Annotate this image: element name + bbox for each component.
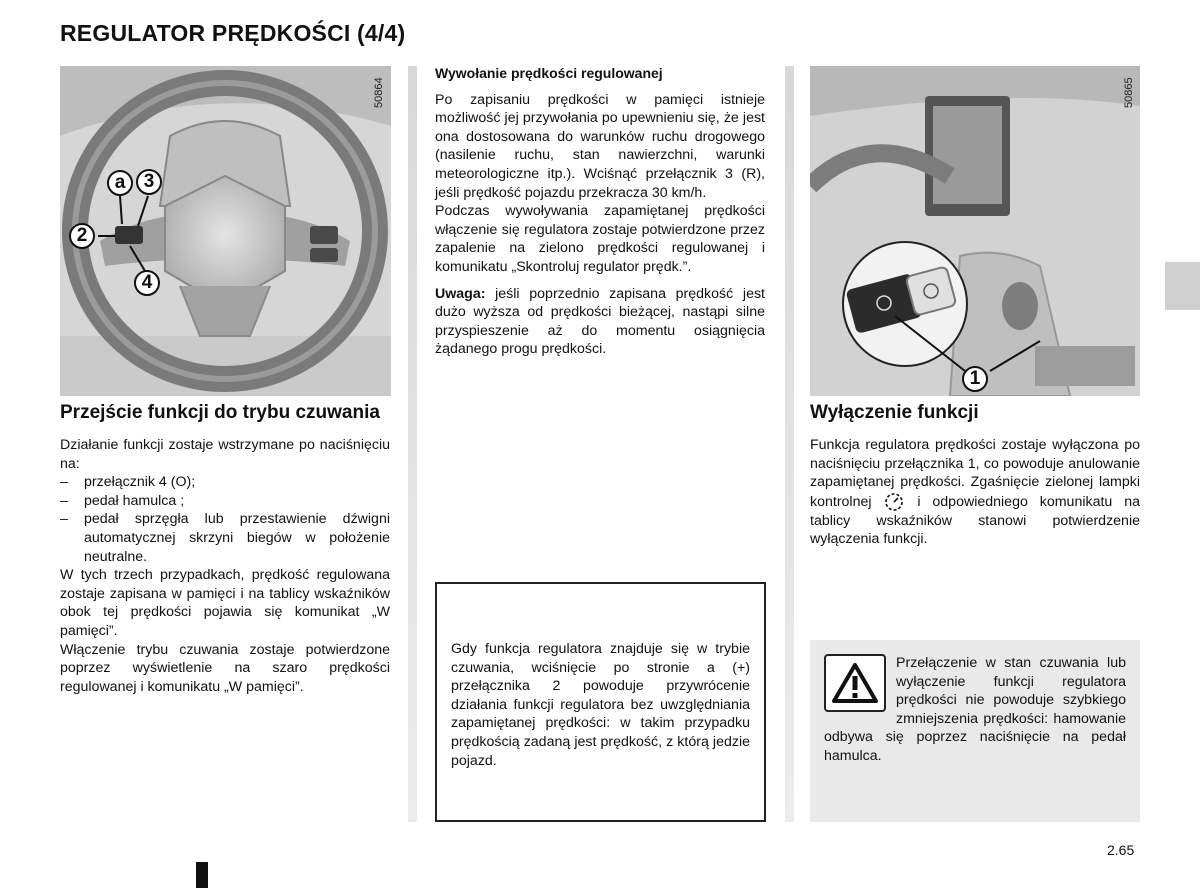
figure-code: 50864 xyxy=(373,77,385,108)
note-text: jeśli poprzednio zapisana prędkość jest dużo wyższa od prędkości bieżącej, nastąpi silne przyspieszenie aż do momentu osiągnięcia żądanego progu prędkości. xyxy=(435,285,765,358)
callout-a: a xyxy=(107,170,133,196)
list-item: – przełącznik 4 (O); xyxy=(60,474,196,491)
chapter-tab xyxy=(1165,262,1200,310)
standby-para-2: Włączenie trybu czuwania zostaje potwierdzone poprzez wyświetlenie na szaro prędkości regulowanej i komunikatu „W pamięci”. xyxy=(60,641,390,695)
recall-note xyxy=(435,285,765,359)
dashboard-illustration xyxy=(810,66,1140,396)
page-title: REGULATOR PRĘDKOŚCI (4/4) xyxy=(60,20,406,46)
figure-code: 50865 xyxy=(1123,77,1135,108)
dashboard-photo xyxy=(810,66,1140,396)
column-divider xyxy=(785,66,794,822)
info-box xyxy=(435,582,766,822)
recall-para-2: Podczas wywoływania zapamiętanej prędkości włączenie się regulatora zostaje potwierdzone przez zapalenie na zielono prędkości regulowanej i komunikatu „Skontroluj regulator prędk.”. xyxy=(435,203,765,275)
steering-wheel-illustration xyxy=(60,66,391,396)
recall-para-1: Po zapisaniu prędkości w pamięci istnieje możliwość jej przywołania po upewnieniu się, że jest ona dostosowana do warunków ruchu drogowego (nasilenie ruchu, stan nawierzchni, warunki meteorologiczne itp.). Wciśnąć przełącznik 3 (R), jeśli prędkość pojazdu przekracza 30 km/h. xyxy=(435,91,765,201)
standby-intro: Działanie funkcji zostaje wstrzymane po naciśnięciu na: xyxy=(60,437,390,472)
column-1 xyxy=(60,402,390,696)
section-heading-off: Wyłączenie funkcji xyxy=(810,402,979,423)
subheading-recall: Wywołanie prędkości regulowanej xyxy=(435,65,663,81)
info-box-text: Gdy funkcja regulatora znajduje się w trybie czuwania, wciśnięcie po stronie a (+) przełącznika 2 powoduje przywrócenie działania funkcji regulatora bez uwzględniania zapamiętanej prędkości: w takim przypadku prędkością zadaną jest prędkość, z którą jedzie pojazd. xyxy=(451,641,750,769)
steering-wheel-photo xyxy=(60,66,391,396)
warning-text: Przełączenie w stan czuwania lub wyłączenie funkcji regulatora prędkości nie powoduje szybkiego zmniejszenia prędkości: hamowanie odbywa się poprzez naciśnięcie na pedał hamulca. xyxy=(824,655,1126,764)
callout-3: 3 xyxy=(136,169,162,195)
callout-1: 1 xyxy=(962,366,988,392)
note-label: Uwaga: xyxy=(435,285,486,302)
column-3 xyxy=(810,402,1140,549)
page-number: 2.65 xyxy=(1107,842,1135,858)
callout-2: 2 xyxy=(69,223,95,249)
warning-icon xyxy=(824,654,886,712)
off-para: Funkcja regulatora prędkości zostaje wyłączona po naciśnięciu przełącznika 1, co powoduje anulowanie zapamiętanej prędkości. Zgaśnięcie zielonej lampki kontrolnej i odpowiedniego komunikatu na tablicy wskaźników stanowi potwierdzenie wyłączenia funkcji. xyxy=(810,437,1140,548)
section-heading-standby: Przejście funkcji do trybu czuwania xyxy=(60,402,380,423)
standby-para-1: W tych trzech przypadkach, prędkość regulowana zostaje zapisana w pamięci i na tablicy wskaźników obok tej prędkości pojawia się komunikat „W pamięci”. xyxy=(60,567,390,639)
list-item: – pedał sprzęgła lub przestawienie dźwigni automatycznej skrzyni biegów w położenie neutralne. xyxy=(60,511,390,565)
warning-box xyxy=(810,640,1140,822)
crop-mark xyxy=(196,862,208,888)
callout-4: 4 xyxy=(134,270,160,296)
cruise-control-icon xyxy=(883,492,905,512)
list-item: – pedał hamulca ; xyxy=(60,492,185,509)
column-2 xyxy=(435,64,765,359)
column-divider xyxy=(408,66,417,822)
